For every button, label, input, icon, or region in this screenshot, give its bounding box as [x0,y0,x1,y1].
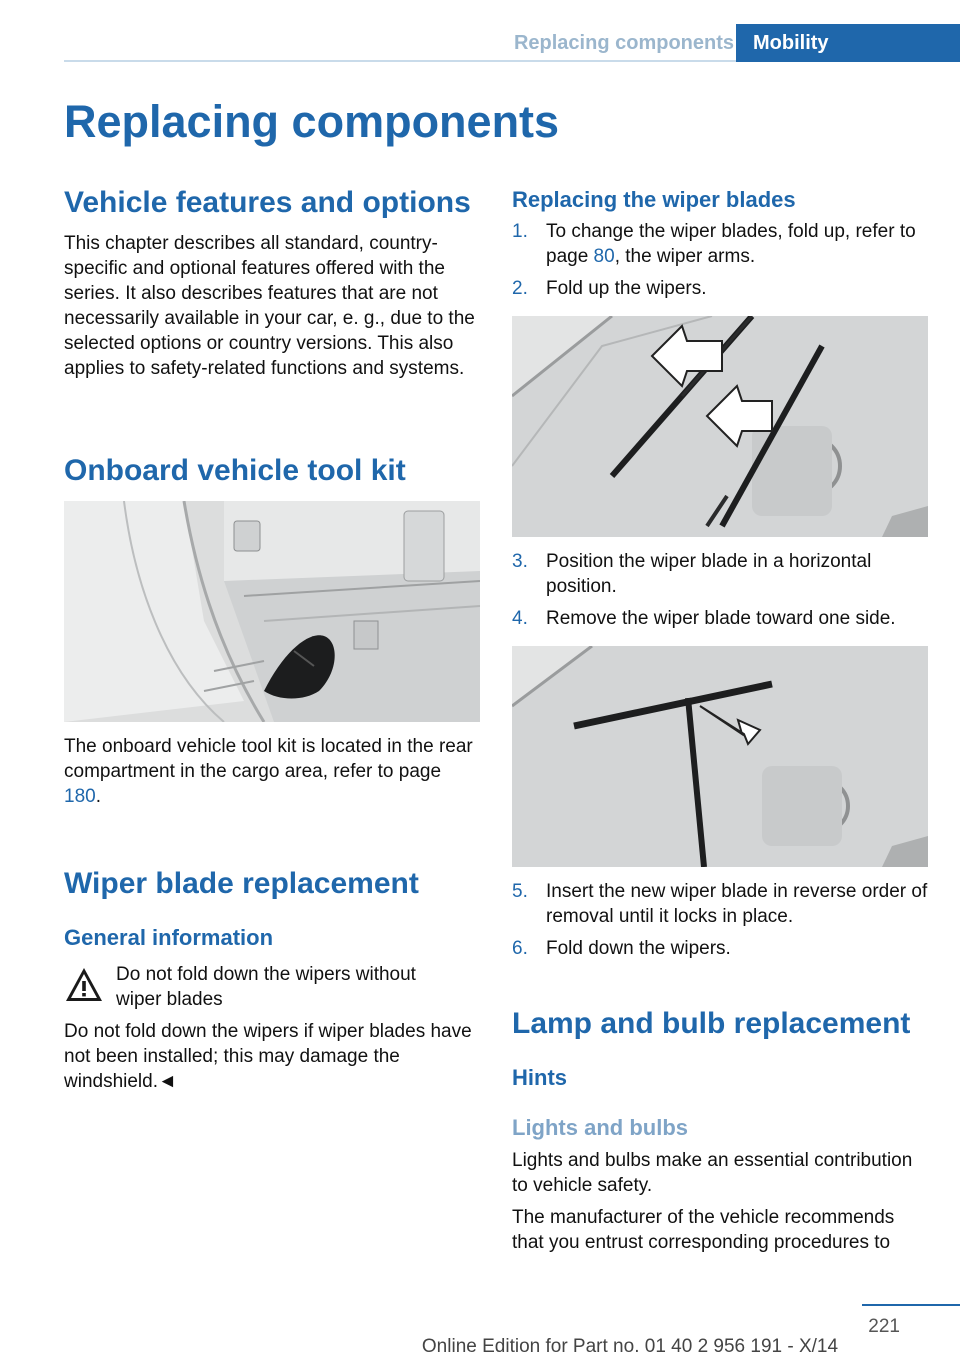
fold-up-wipers-figure [512,316,928,537]
general-info-heading: General information [64,925,274,950]
lights-heading: Lights and bulbs [512,1115,688,1140]
toolkit-figure [64,501,480,722]
warning-title: Do not fold down the wipers without wiper blades [116,964,416,1010]
footer-edition: Online Edition for Part no. 01 40 2 956 191 - X/14 [421,1336,839,1357]
wiper-heading: Wiper blade replacement [64,867,419,900]
step-5: 5. Insert the new wiper blade in reverse order of removal until it locks in place. [512,881,928,927]
footer-rule [862,1304,960,1306]
step-4: 4. Remove the wiper blade toward one side. [512,608,896,629]
replacing-heading: Replacing the wiper blades [512,187,796,212]
header-chapter-tab: Mobility [736,24,960,62]
page-number: 221 [868,1316,900,1337]
lights-text-2: The manufacturer of the vehicle recommends that you entrust corresponding procedures to [512,1207,895,1253]
hints-heading: Hints [512,1065,567,1090]
step-1-page-link[interactable]: 80 [593,246,615,267]
toolkit-heading: Onboard vehicle tool kit [64,454,406,487]
toolkit-text: The onboard vehicle tool kit is located in the rear compartment in the cargo area, refer to page 180. [64,736,473,807]
lamp-heading: Lamp and bulb replacement [512,1007,911,1040]
step-2: 2. Fold up the wipers. [512,278,707,299]
toolkit-page-link[interactable]: 180 [64,786,96,807]
header-section-title: Replacing components [513,32,734,54]
features-heading: Vehicle features and options [64,186,471,219]
step-3: 3. Position the wiper blade in a horizontal position. [512,551,872,597]
remove-blade-figure [512,646,928,867]
lights-text-1: Lights and bulbs make an essential contribution to vehicle safety. [512,1150,913,1196]
page-title: Replacing components [64,96,560,147]
features-text: This chapter describes all standard, country-specific and optional features offered with the series. It also describes features that are not necessarily available in your car, e. g., due to the selected options or country versions. This also applies to safety-related functions and systems. [64,233,475,379]
step-6: 6. Fold down the wipers. [512,938,731,959]
warning-icon [64,966,104,1004]
warning-text: Do not fold down the wipers if wiper blades have not been installed; this may damage the windshield.◄ [64,1021,472,1092]
step-1: 1. To change the wiper blades, fold up, refer to page 80, the wiper arms. [512,221,916,267]
